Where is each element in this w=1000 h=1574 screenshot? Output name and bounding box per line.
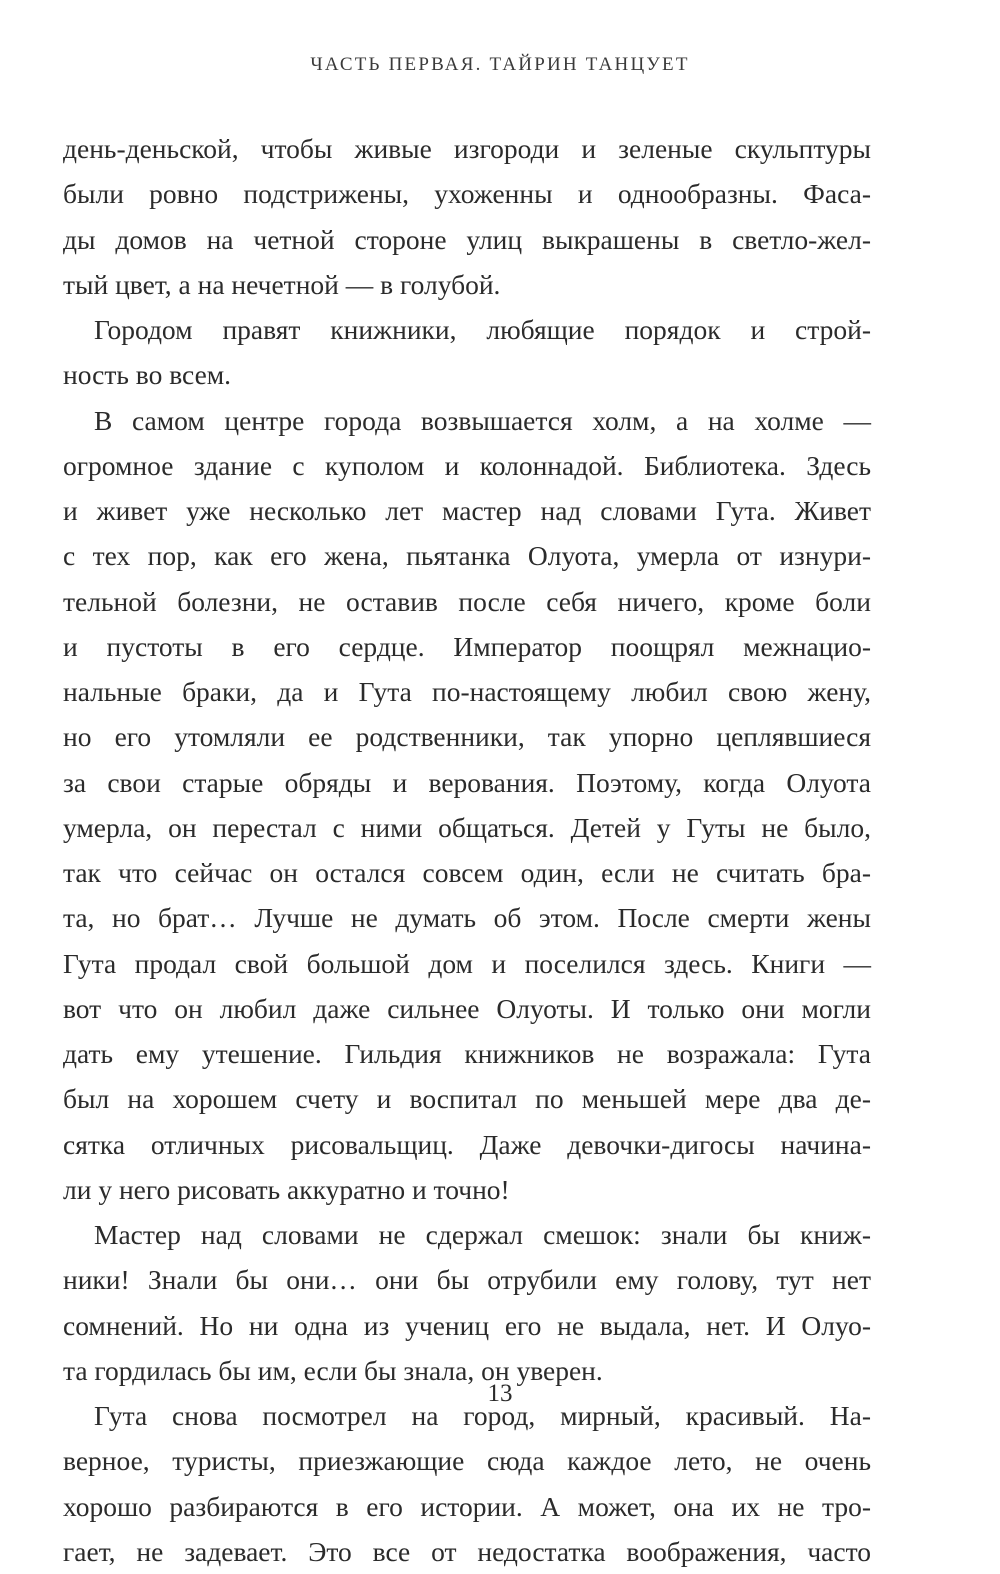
text-line: та, но брат… Лучше не думать об этом. После смерти жены <box>63 902 871 934</box>
text-line: и живет уже несколько лет мастер над словами Гута. Живет <box>63 495 871 526</box>
text-line: вот что он любил даже сильнее Олуоты. И только они могли <box>63 992 871 1024</box>
text-line: и пустоты в его сердце. Император поощрял межнацио- <box>63 630 871 662</box>
text-line: хорошо разбираются в его истории. А может, она их не тро- <box>63 1490 871 1522</box>
text-line: был на хорошем счету и воспитал по меньшей мере два де- <box>63 1083 871 1115</box>
text-line: ды домов на четной стороне улиц выкрашены в светло-жел- <box>63 223 871 255</box>
text-line: сятка отличных рисовальщиц. Даже девочки-дигосы начина- <box>63 1128 871 1160</box>
text-line: гает, не задевает. Это все от недостатка воображения, часто <box>63 1535 871 1567</box>
body-text <box>63 126 871 1574</box>
paragraph-first-line: Городом правят книжники, любящие порядок и строй- <box>94 314 871 345</box>
text-line: так что сейчас он остался совсем один, если не считать бра- <box>63 857 871 888</box>
paragraph-first-line: Гута снова посмотрел на город, мирный, красивый. На- <box>94 1400 871 1431</box>
text-line: ники! Знали бы они… они бы отрубили ему голову, тут нет <box>63 1264 871 1296</box>
text-line: но его утомляли ее родственники, так упорно цеплявшиеся <box>63 721 871 753</box>
running-head: ЧАСТЬ ПЕРВАЯ. ТАЙРИН ТАНЦУЕТ <box>310 54 690 75</box>
text-line: день-деньской, чтобы живые изгороди и зеленые скульптуры <box>63 133 871 164</box>
text-line: огромное здание с куполом и колоннадой. Библиотека. Здесь <box>63 449 871 481</box>
text-line: за свои старые обряды и верования. Поэтому, когда Олуота <box>63 766 871 798</box>
text-line: дать ему утешение. Гильдия книжников не возражала: Гута <box>63 1038 871 1069</box>
page-number: 13 <box>487 1380 513 1407</box>
text-line: были ровно подстрижены, ухоженны и однообразны. Фаса- <box>63 178 871 210</box>
text-line: умерла, он перестал с ними общаться. Детей у Гуты не было, <box>63 811 871 843</box>
paragraph-end-line: та гордилась бы им, если бы знала, он уверен. <box>63 1354 603 1386</box>
paragraph-end-line: тый цвет, а на нечетной — в голубой. <box>63 268 501 300</box>
text-line: сомнений. Но ни одна из учениц его не выдала, нет. И Олуо- <box>63 1309 871 1341</box>
text-line: верное, туристы, приезжающие сюда каждое лето, не очень <box>63 1445 871 1477</box>
paragraph-end-line: ли у него рисовать аккуратно и точно! <box>63 1173 510 1205</box>
paragraph-end-line: ность во всем. <box>63 359 232 391</box>
text-line: тельной болезни, не оставив после себя ничего, кроме боли <box>63 585 871 617</box>
paragraph-first-line: В самом центре города возвышается холм, а на холме — <box>94 404 871 436</box>
text-line: с тех пор, как его жена, пьятанка Олуота, умерла от изнури- <box>63 540 871 572</box>
paragraph-first-line: Мастер над словами не сдержал смешок: знали бы книж- <box>94 1219 871 1250</box>
text-line: Гута продал свой большой дом и поселился здесь. Книги — <box>63 947 871 979</box>
text-line: нальные браки, да и Гута по-настоящему любил свою жену, <box>63 676 871 707</box>
